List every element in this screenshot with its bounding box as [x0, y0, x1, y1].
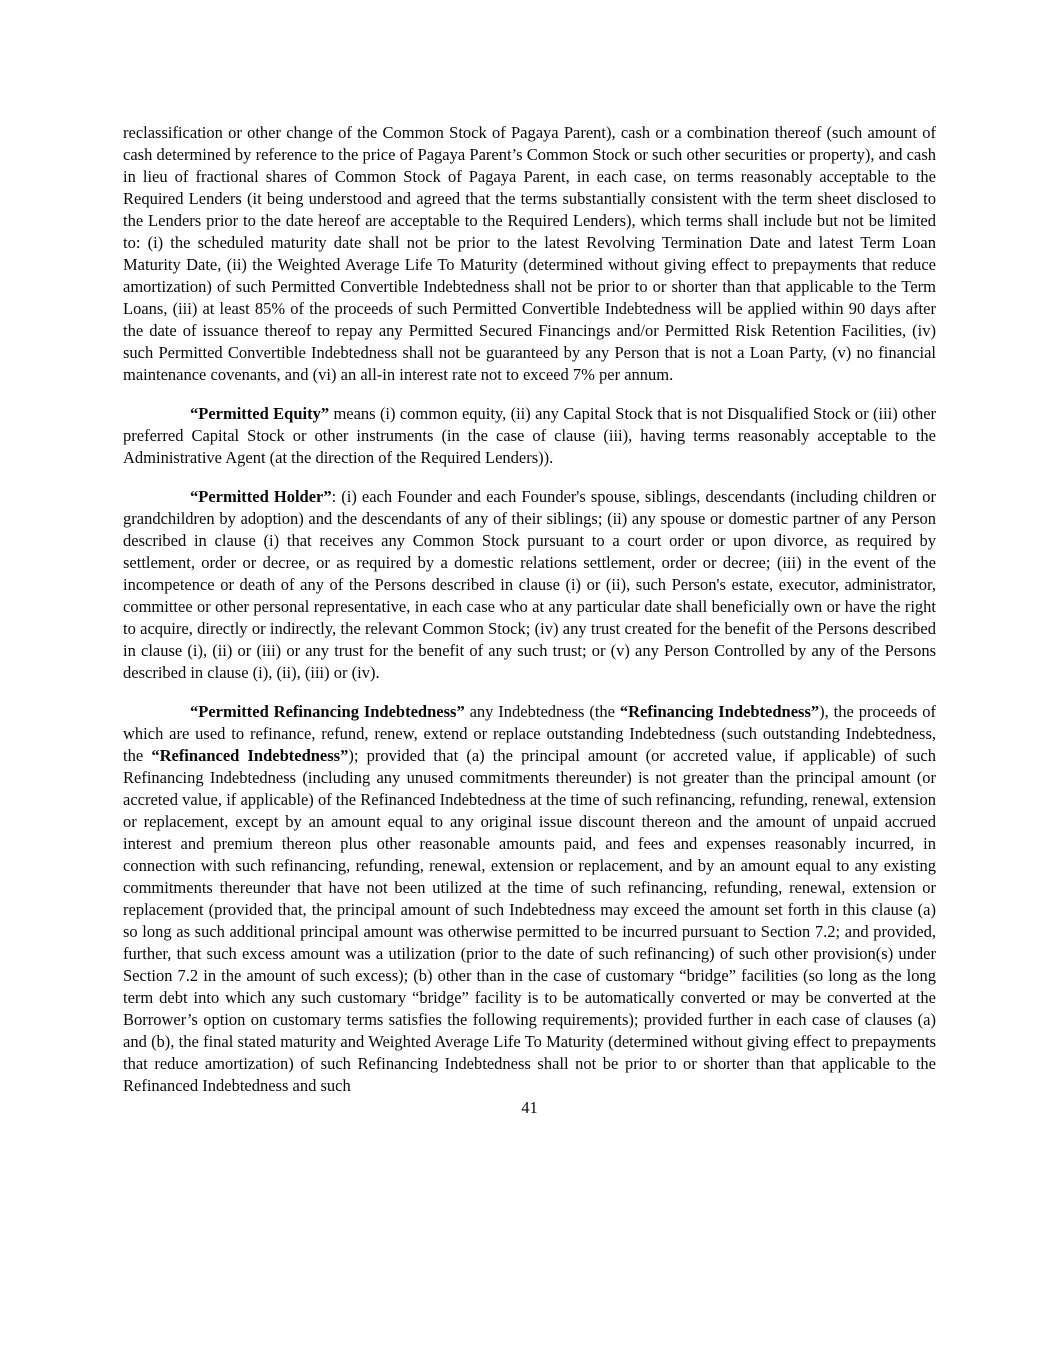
- paragraph-text: : (i) each Founder and each Founder's spouse, siblings, descendants (including children or grandchildren by adoption) and the descendants of any of their siblings; (ii) any spouse or domestic partner of any Person described in clause (i) that receives any Common Stock pursuant to a court order or upon divorce, as required by settlement, order or decree, or as required by a domestic relations settlement, order or decree; (iii) in the event of the incompetence or death of any of the Persons described in clause (i) or (ii), such Person's estate, executor, administrator, committee or other personal representative, in each case who at any particular date shall beneficially own or have the right to acquire, directly or indirectly, the relevant Common Stock; (iv) any trust created for the benefit of the Persons described in clause (i), (ii) or (iii) or any trust for the benefit of any such trust; or (v) any Person Controlled by any of the Persons described in clause (i), (ii), (iii) or (iv).: [123, 487, 936, 682]
- paragraph-text: ), the proceeds of which are used to refinance, refund, renew, extend or replace outstanding Indebtedness (such outstanding Indebtedness, the: [123, 702, 936, 765]
- paragraph: [123, 403, 936, 469]
- defined-term: “Permitted Refinancing Indebtedness”: [190, 702, 465, 721]
- document-body: [123, 122, 936, 1119]
- defined-term: “Permitted Equity”: [190, 404, 330, 423]
- paragraph-text: ); provided that (a) the principal amount (or accreted value, if applicable) of such Refinancing Indebtedness (including any unused commitments thereunder) is not greater than the principal amount (or accreted value, if applicable) of the Refinanced Indebtedness at the time of such refinancing, refunding, renewal, extension or replacement, except by an amount equal to any original issue discount thereon and the amount of unpaid accrued interest and premium thereon plus other reasonable amounts paid, and fees and expenses reasonably incurred, in connection with such refinancing, refunding, renewal, extension or replacement, and by an amount equal to any existing commitments thereunder that have not been utilized at the time of such refinancing, refunding, renewal, extension or replacement (provided that, the principal amount of such Indebtedness may exceed the amount set forth in this clause (a) so long as such additional principal amount was otherwise permitted to be incurred pursuant to Section 7.2; and provided, further, that such excess amount was a utilization (prior to the date of such refinancing) of such other provision(s) under Section 7.2 in the amount of such excess); (b) other than in the case of customary “bridge” facilities (so long as the long term debt into which any such customary “bridge” facility is to be automatically converted or may be converted at the Borrower’s option on customary terms satisfies the following requirements); provided further in each case of clauses (a) and (b), the final stated maturity and Weighted Average Life To Maturity (determined without giving effect to prepayments that reduce amortization) of such Refinancing Indebtedness shall not be prior to or shorter than that applicable to the Refinanced Indebtedness and such: [123, 746, 936, 1095]
- defined-term: “Refinancing Indebtedness”: [619, 702, 820, 721]
- defined-term: “Permitted Holder”: [190, 487, 332, 506]
- paragraph-text: means (i) common equity, (ii) any Capital Stock that is not Disqualified Stock or (iii) other preferred Capital Stock or other instruments (in the case of clause (iii), having terms reasonably acceptable to the Administrative Agent (at the direction of the Required Lenders)).: [123, 404, 937, 467]
- defined-term: “Refinanced Indebtedness”: [151, 746, 349, 765]
- paragraph: [123, 701, 936, 1097]
- paragraph-text: reclassification or other change of the Common Stock of Pagaya Parent), cash or a combination thereof (such amount of cash determined by reference to the price of Pagaya Parent’s Common Stock or such other securities or property), and cash in lieu of fractional shares of Common Stock of Pagaya Parent, in each case, on terms reasonably acceptable to the Required Lenders (it being understood and agreed that the terms substantially consistent with the term sheet disclosed to the Lenders prior to the date hereof are acceptable to the Required Lenders), which terms shall include but not be limited to: (i) the scheduled maturity date shall not be prior to the latest Revolving Termination Date and latest Term Loan Maturity Date, (ii) the Weighted Average Life To Maturity (determined without giving effect to prepayments that reduce amortization) of such Permitted Convertible Indebtedness shall not be prior to or shorter than that applicable to the Term Loans, (iii) at least 85% of the proceeds of such Permitted Convertible Indebtedness will be applied within 90 days after the date of issuance thereof to repay any Permitted Secured Financings and/or Permitted Risk Retention Facilities, (iv) such Permitted Convertible Indebtedness shall not be guaranteed by any Person that is not a Loan Party, (v) no financial maintenance covenants, and (vi) an all-in interest rate not to exceed 7% per annum.: [123, 123, 936, 384]
- page-number: 41: [521, 1098, 538, 1117]
- paragraph: [123, 486, 936, 684]
- paragraph: [123, 122, 936, 386]
- paragraph-text: any Indebtedness (the: [464, 702, 620, 721]
